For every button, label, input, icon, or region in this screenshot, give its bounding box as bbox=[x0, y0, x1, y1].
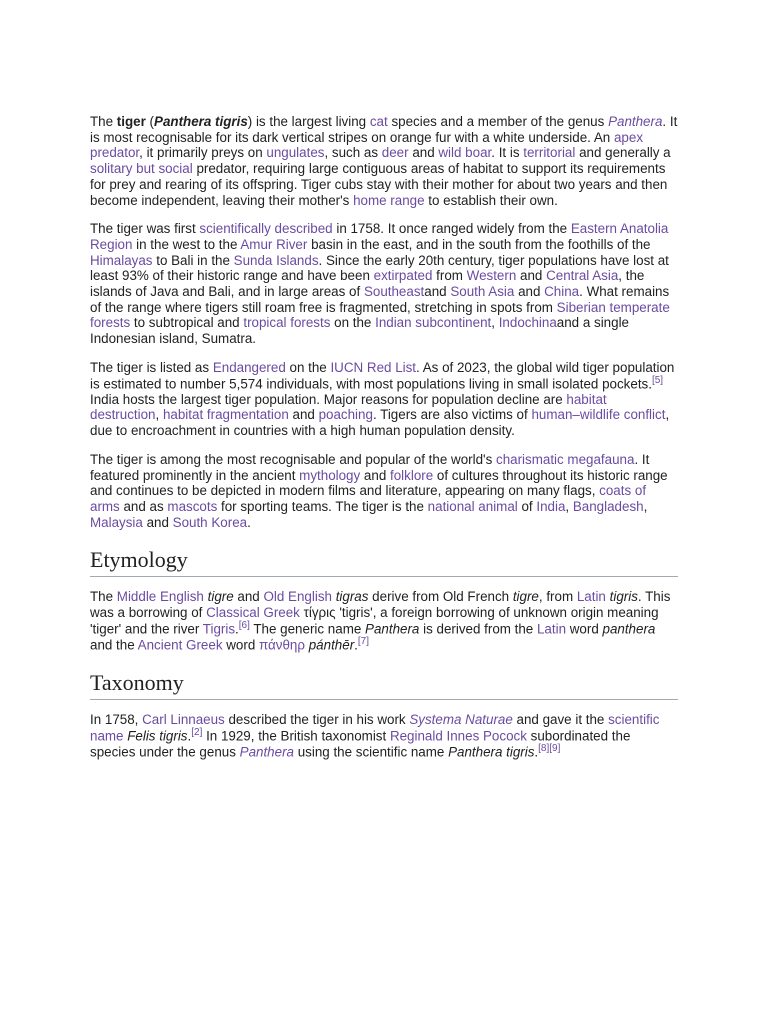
citation bbox=[239, 620, 250, 631]
link-coats-of-arms[interactable]: coats of arms bbox=[90, 483, 647, 514]
link-territorial[interactable]: territorial bbox=[523, 145, 576, 161]
text-run: , from bbox=[538, 589, 577, 605]
text-run: and as bbox=[119, 498, 168, 514]
text-run: ( bbox=[145, 114, 155, 129]
link-solitary-but-social[interactable]: solitary but social bbox=[90, 161, 193, 177]
link-china[interactable]: China bbox=[544, 284, 580, 300]
intro-paragraph bbox=[90, 360, 678, 439]
text-run: , such as bbox=[324, 145, 382, 161]
text-run: and bbox=[516, 268, 547, 284]
link-scientifically-described[interactable]: scientifically described bbox=[199, 221, 333, 237]
link-central-asia[interactable]: Central Asia bbox=[546, 268, 619, 284]
text-run: species and a member of the genus bbox=[387, 114, 609, 129]
link-deer[interactable]: deer bbox=[381, 145, 409, 161]
text-run: and a single Indonesian island, Sumatra. bbox=[90, 315, 629, 347]
text-run: . It featured prominently in the ancient bbox=[90, 451, 650, 483]
text-run: derive from Old French bbox=[368, 589, 513, 605]
text-run: . bbox=[187, 728, 192, 744]
text-run: . As of 2023, the global wild tiger population is estimated to number 5,574 individuals, with most populations living in small isolated pockets. bbox=[90, 359, 675, 392]
link-latin[interactable]: Latin bbox=[576, 589, 606, 605]
text-run: in 1758. It once ranged widely from the bbox=[332, 221, 571, 237]
text-run: , due to encroachment in countries with a high human population density. bbox=[90, 407, 670, 439]
text-run: from bbox=[432, 268, 467, 284]
text-run: The bbox=[90, 114, 117, 129]
text-run: The tiger is among the most recognisable and popular of the world's bbox=[90, 451, 496, 467]
link-reginald-innes-pocock[interactable]: Reginald Innes Pocock bbox=[389, 728, 527, 744]
text-run: is derived from the bbox=[419, 621, 537, 637]
text-run: and bbox=[288, 407, 319, 423]
text-run: The tiger is listed as bbox=[90, 359, 213, 375]
text-run: and bbox=[360, 467, 390, 483]
citation bbox=[191, 727, 202, 738]
italic-term: tigris bbox=[609, 589, 638, 605]
link-apex-predator[interactable]: apex predator bbox=[90, 129, 644, 161]
citation-link[interactable]: [8] bbox=[538, 742, 550, 754]
link-classical-greek[interactable]: Classical Greek bbox=[206, 605, 300, 621]
link-ancient-greek[interactable]: Ancient Greek bbox=[137, 637, 223, 653]
link-tigris[interactable]: Tigris bbox=[202, 621, 236, 637]
link-western[interactable]: Western bbox=[466, 268, 517, 284]
text-run: and bbox=[514, 284, 545, 300]
section-heading-taxonomy: Taxonomy bbox=[90, 669, 678, 700]
text-run: of bbox=[517, 498, 537, 514]
text-run: . bbox=[247, 514, 251, 530]
text-run: . It is most recognisable for its dark vertical stripes on orange fur with a white underside. An bbox=[90, 114, 678, 145]
italic-term: Felis tigris bbox=[127, 728, 188, 744]
link-south-asia[interactable]: South Asia bbox=[450, 284, 515, 300]
italic-term: tigre bbox=[207, 589, 234, 605]
link-middle-english[interactable]: Middle English bbox=[116, 589, 204, 605]
link-mascots[interactable]: mascots bbox=[167, 498, 218, 514]
taxonomy-paragraph bbox=[90, 712, 678, 760]
citation bbox=[549, 743, 560, 754]
link-old-english[interactable]: Old English bbox=[263, 589, 332, 605]
text-run: and bbox=[233, 589, 264, 605]
bold-term: tiger bbox=[116, 114, 146, 129]
text-run: , bbox=[643, 498, 648, 514]
text-run: and the bbox=[90, 637, 138, 653]
link-south-korea[interactable]: South Korea bbox=[172, 514, 248, 530]
text-run: , it primarily preys on bbox=[139, 145, 267, 161]
link-wild-boar[interactable]: wild boar bbox=[438, 145, 492, 161]
text-run: using the scientific name bbox=[294, 744, 449, 760]
text-run: and generally a bbox=[575, 145, 671, 161]
citation-link[interactable]: [2] bbox=[191, 726, 203, 738]
link-tropical-forests[interactable]: tropical forests bbox=[243, 315, 331, 331]
link-habitat-destruction[interactable]: habitat destruction bbox=[90, 391, 607, 423]
text-run: The bbox=[90, 589, 117, 605]
link-extirpated[interactable]: extirpated bbox=[373, 268, 433, 284]
link-national-animal[interactable]: national animal bbox=[427, 498, 518, 514]
text-run: In 1758, bbox=[90, 712, 143, 728]
text-run: predator, requiring large contiguous areas of habitat to support its requirements for prey and rearing of its offspring. Tiger cubs stay with their mother for about two years and then become independent, leaving their mother's bbox=[90, 161, 668, 208]
citation bbox=[538, 743, 549, 754]
citation bbox=[358, 636, 369, 647]
text-run: . bbox=[534, 744, 539, 760]
text-run: on the bbox=[285, 359, 331, 375]
text-run: and gave it the bbox=[512, 712, 609, 728]
text-run: in the west to the bbox=[132, 236, 241, 252]
text-run: and bbox=[408, 145, 439, 161]
italic-term: Panthera tigris bbox=[448, 744, 535, 760]
text-run: τίγρις 'tigris', a foreign borrowing of unknown origin meaning 'tiger' and the river bbox=[90, 605, 659, 637]
text-run: In 1929, the British taxonomist bbox=[202, 728, 390, 744]
intro-paragraph bbox=[90, 221, 678, 347]
citation-link[interactable]: [5] bbox=[651, 374, 664, 386]
link-panthera[interactable]: Panthera bbox=[239, 744, 294, 760]
link-folklore[interactable]: folklore bbox=[390, 467, 434, 483]
link-latin[interactable]: Latin bbox=[536, 621, 567, 637]
text-run: of cultures throughout its historic range and continues to be depicted in modern films and literature, appearing on many flags, bbox=[90, 467, 668, 499]
link-endangered[interactable]: Endangered bbox=[212, 359, 286, 375]
text-run: . Since the early 20th century, tiger populations have lost at least 93% of their historic range and have been bbox=[90, 252, 669, 284]
italic-term: panthera bbox=[602, 621, 656, 637]
text-run: subordinated the species under the genus bbox=[90, 728, 631, 760]
article-content bbox=[90, 114, 678, 773]
link-habitat-fragmentation[interactable]: habitat fragmentation bbox=[162, 407, 289, 423]
citation-link[interactable]: [9] bbox=[549, 742, 561, 754]
link-human-wildlife-conflict[interactable]: human–wildlife conflict bbox=[531, 407, 666, 423]
bold-term: Panthera tigris bbox=[154, 114, 248, 129]
link-sunda-islands[interactable]: Sunda Islands bbox=[233, 252, 319, 268]
text-run: on the bbox=[330, 315, 376, 331]
link-malaysia[interactable]: Malaysia bbox=[90, 514, 143, 530]
text-run: India hosts the largest tiger population. Major reasons for population decline are bbox=[90, 391, 567, 407]
text-run: . This was a borrowing of bbox=[90, 589, 671, 621]
link-term[interactable]: πάνθηρ bbox=[259, 637, 305, 653]
link-cat[interactable]: cat bbox=[369, 114, 388, 129]
section-heading-etymology: Etymology bbox=[90, 546, 678, 577]
text-run: basin in the east, and in the south from the foothills of the bbox=[307, 236, 651, 252]
link-indian-subcontinent[interactable]: Indian subcontinent bbox=[375, 315, 492, 331]
link-carl-linnaeus[interactable]: Carl Linnaeus bbox=[142, 712, 225, 728]
link-systema-naturae[interactable]: Systema Naturae bbox=[409, 712, 513, 728]
text-run: . It is bbox=[491, 145, 524, 161]
link-himalayas[interactable]: Himalayas bbox=[90, 252, 153, 268]
link-scientific-name[interactable]: scientific name bbox=[90, 712, 660, 744]
intro-paragraph bbox=[90, 114, 678, 208]
link-home-range[interactable]: home range bbox=[353, 192, 425, 208]
italic-term: tigre bbox=[512, 589, 539, 605]
link-indochina[interactable]: Indochina bbox=[498, 315, 557, 331]
text-run: The generic name bbox=[249, 621, 366, 637]
italic-term: tigras bbox=[335, 589, 369, 605]
link-amur-river[interactable]: Amur River bbox=[240, 236, 308, 252]
citation-link[interactable]: [6] bbox=[238, 619, 250, 631]
text-run: , bbox=[491, 315, 499, 331]
text-run: and bbox=[142, 514, 173, 530]
link-poaching[interactable]: poaching bbox=[318, 407, 373, 423]
text-run: , the islands of Java and Bali, and in large areas of bbox=[90, 268, 645, 300]
etymology-paragraph bbox=[90, 589, 678, 653]
italic-term: Panthera bbox=[365, 621, 420, 637]
link-india[interactable]: India bbox=[536, 498, 566, 514]
link-eastern-anatolia-region[interactable]: Eastern Anatolia Region bbox=[90, 221, 669, 252]
text-run: . What remains of the range where tigers still roam free is fragmented, stretching in spots from bbox=[90, 284, 670, 315]
link-siberian-temperate-forests[interactable]: Siberian temperate forests bbox=[90, 299, 670, 331]
text-run: to establish their own. bbox=[424, 192, 558, 208]
text-run: word bbox=[566, 621, 603, 637]
intro-paragraph bbox=[90, 452, 678, 531]
text-run: described the tiger in his work bbox=[224, 712, 410, 728]
text-run: to Bali in the bbox=[152, 252, 234, 268]
link-mythology[interactable]: mythology bbox=[299, 467, 361, 483]
link-charismatic-megafauna[interactable]: charismatic megafauna bbox=[496, 451, 635, 467]
text-run: . bbox=[354, 637, 358, 653]
text-run: . Tigers are also victims of bbox=[372, 407, 532, 423]
link-iucn-red-list[interactable]: IUCN Red List bbox=[330, 359, 417, 375]
text-run: , bbox=[565, 498, 573, 514]
citation-link[interactable]: [7] bbox=[357, 635, 370, 647]
link-southeast[interactable]: Southeast bbox=[363, 284, 425, 300]
text-run: The tiger was first bbox=[90, 221, 200, 237]
text-run: and bbox=[424, 284, 451, 300]
text-run: to subtropical and bbox=[130, 315, 244, 331]
text-run: , bbox=[155, 407, 163, 423]
link-ungulates[interactable]: ungulates bbox=[266, 145, 325, 161]
link-bangladesh[interactable]: Bangladesh bbox=[572, 498, 644, 514]
text-run: for sporting teams. The tiger is the bbox=[217, 498, 428, 514]
citation bbox=[652, 375, 663, 386]
text-run: . bbox=[235, 621, 239, 637]
italic-term: pánthēr bbox=[308, 637, 355, 653]
text-run: word bbox=[222, 637, 259, 653]
link-panthera[interactable]: Panthera bbox=[608, 114, 663, 129]
text-run: ) is the largest living bbox=[247, 114, 370, 129]
